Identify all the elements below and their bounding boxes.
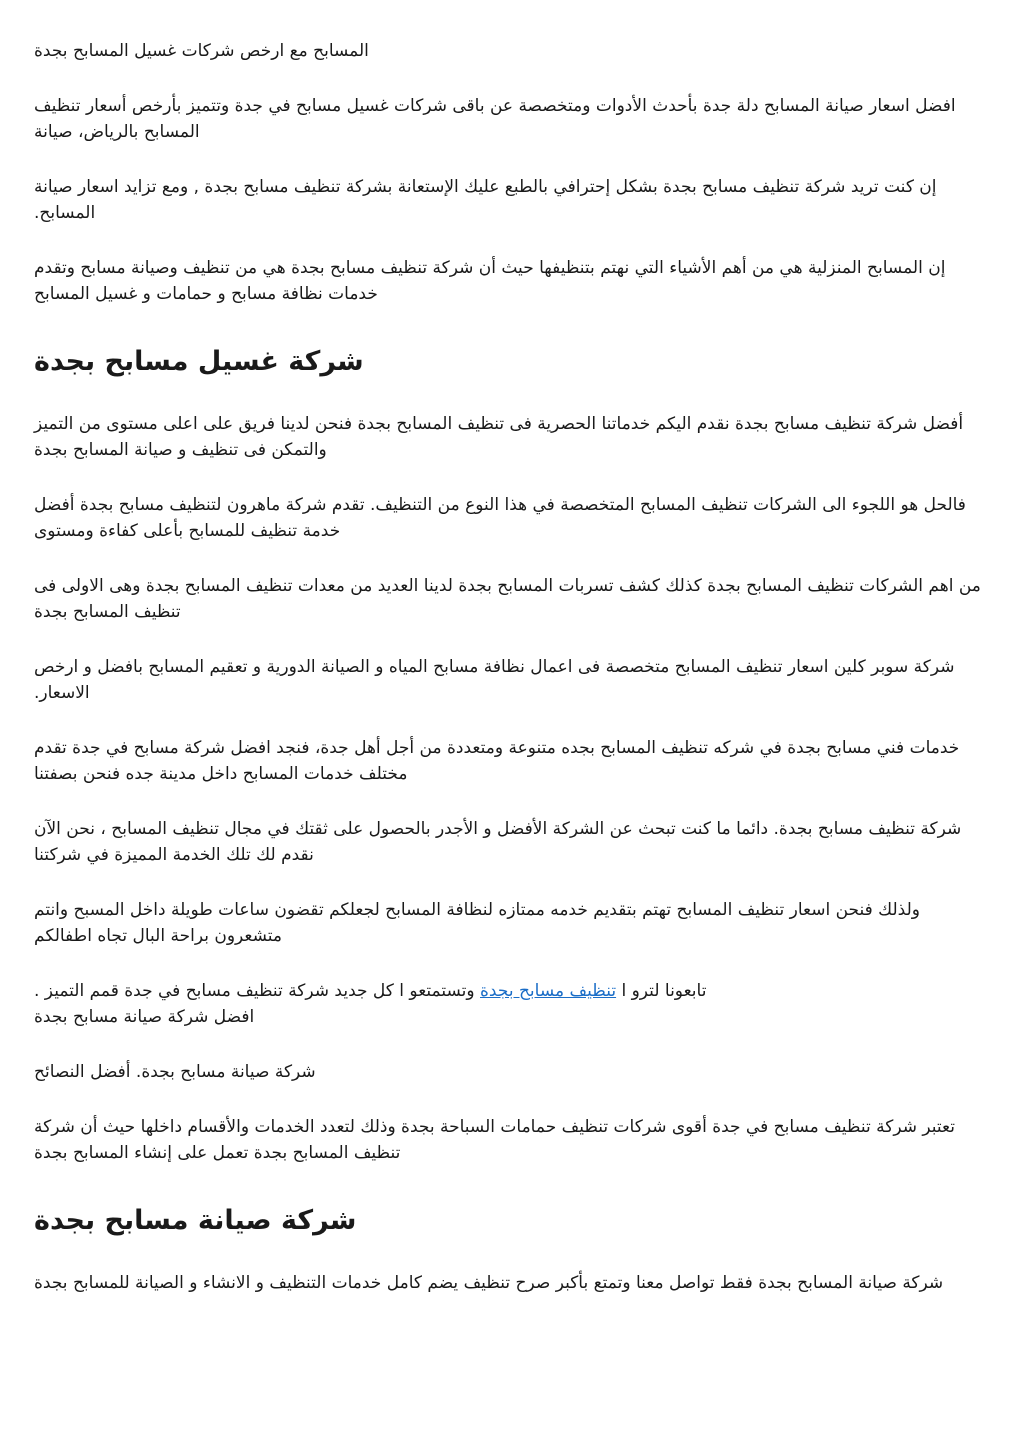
paragraph: شركة صيانة المسابح بجدة فقط تواصل معنا وتمتع بأكبر صرح تنظيف يضم كامل خدمات التنظيف و الانشاء و الصيانة للمسابح بجدة [34,1273,944,1293]
paragraph: أفضل شركة تنظيف مسابح بجدة نقدم اليكم خدماتنا الحصرية فى تنظيف المسابح بجدة فنحن لدينا فريق على اعلى مستوى من التميز والتمكن فى تنظيف و صيانة المسابح بجدة [34,414,964,460]
paragraph: ولذلك فنحن اسعار تنظيف المسابح تهتم بتقديم خدمه ممتازه لنظافة المسابح لجعلكم تقضون ساعات طويلة داخل المسبح وانتم متشعرون براحة البال تجاه اطفالكم [34,900,920,946]
paragraph: فالحل هو اللجوء الى الشركات تنظيف المسابح المتخصصة في هذا النوع من التنظيف. تقدم شركة ماهرون لتنظيف مسابح بجدة أفضل خدمة تنظيف للمسابح بأعلى كفاءة ومستوى [34,495,966,541]
paragraph-with-link [34,978,990,1030]
link-suffix-text: وتستمتعو ا كل جديد شركة تنظيف مسابح في جدة قمم التميز . [34,981,475,1001]
paragraph: افضل اسعار صيانة المسابح دلة جدة بأحدث الأدوات ومتخصصة عن باقى شركات غسيل مسابح في جدة وتتميز بأرخص أسعار تنظيف المسابح بالرياض، صيانة [34,96,956,142]
section-heading-maintenance: شركة صيانة مسابح بجدة [34,1205,357,1236]
paragraph: إن كنت تريد شركة تنظيف مسابح بجدة بشكل إحترافي بالطبع عليك الإستعانة بشركة تنظيف مسابح بجدة , ومع تزايد اسعار صيانة المسابح. [34,177,937,223]
paragraph: شركة سوبر كلين اسعار تنظيف المسابح متخصصة فى اعمال نظافة مسابح المياه و الصيانة الدورية و تعقيم المسابح بافضل و ارخص الاسعار. [34,657,955,703]
paragraph: خدمات فني مسابح بجدة في شركه تنظيف المسابح بجده متنوعة ومتعددة من أجل أهل جدة، فنجد افضل شركة مسابح في جدة تقدم مختلف خدمات المسابح داخل مدينة جده فنحن بصفتنا [34,738,960,784]
article-body [34,38,990,1296]
paragraph: من اهم الشركات تنظيف المسابح بجدة كذلك كشف تسربات المسابح بجدة لدينا العديد من معدات تنظيف المسابح بجدة وهى الاولى فى تنظيف المسابح بجدة [34,576,981,622]
section-heading-washing: شركة غسيل مسابح بجدة [34,346,364,377]
paragraph: شركة صيانة مسابح بجدة. أفضل النصائح [34,1062,316,1082]
paragraph: تعتبر شركة تنظيف مسابح في جدة أقوى شركات تنظيف حمامات السباحة بجدة وذلك لتعدد الخدمات والأقسام داخلها حيث أن شركة تنظيف المسابح بجدة تعمل على إنشاء المسابح بجدة [34,1117,955,1163]
paragraph: المسابح مع ارخص شركات غسيل المسابح بجدة [34,41,369,61]
pool-cleaning-link[interactable]: تنظيف مسابح بجدة [480,981,617,1001]
paragraph: شركة تنظيف مسابح بجدة. دائما ما كنت تبحث عن الشركة الأفضل و الأجدر بالحصول على ثقتك في مجال تنظيف المسابح ، نحن الآن نقدم لك تلك الخدمة المميزة في شركتنا [34,819,962,865]
link-prefix-text: تابعونا لترو ا [621,981,707,1001]
paragraph-second-line: افضل شركة صيانة مسابح بجدة [34,1007,255,1027]
paragraph: إن المسابح المنزلية هي من أهم الأشياء التي نهتم بتنظيفها حيث أن شركة تنظيف مسابح بجدة هي من تنظيف وصيانة مسابح وتقدم خدمات نظافة مسابح و حمامات و غسيل المسابح [34,258,946,304]
